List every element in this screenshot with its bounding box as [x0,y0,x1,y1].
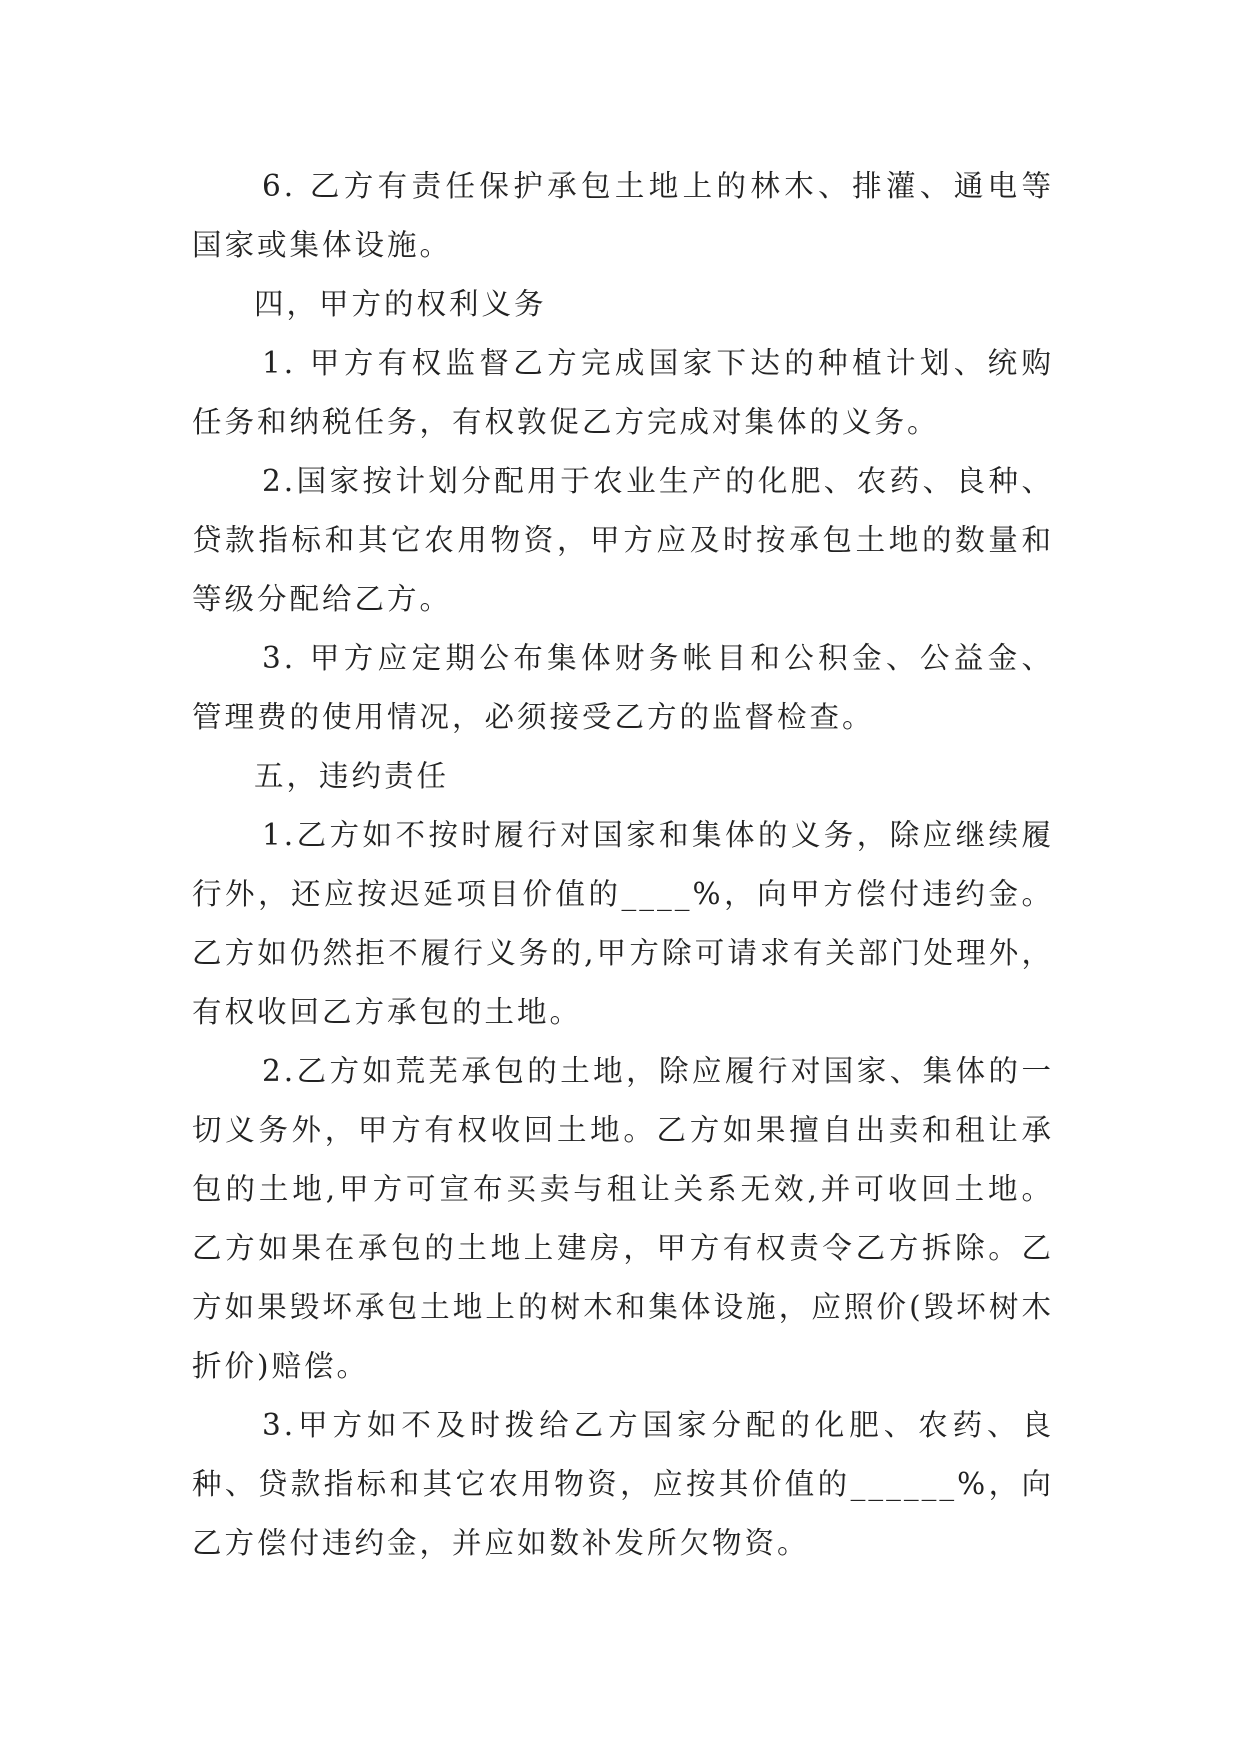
clause-a1-supervision: 1. 甲方有权监督乙方完成国家下达的种植计划、统购任务和纳税任务，有权敦促乙方完成对集体的义务。 [192,346,1054,439]
section-heading-liability: 五，违约责任 [254,759,450,793]
document-page [192,157,1054,1573]
clause-l3-party-a-default: 3.甲方如不及时拨给乙方国家分配的化肥、农药、良种、贷款指标和其它农用物资，应按其价值的______%，向乙方偿付违约金，并应如数补发所欠物资。 [192,1408,1054,1560]
clause-l2-land-misuse: 2.乙方如荒芜承包的土地，除应履行对国家、集体的一切义务外，甲方有权收回土地。乙方如果擅自出卖和租让承包的土地,甲方可宣布买卖与租让关系无效,并可收回土地。乙方如果在承包的土地上建房，甲方有权责令乙方拆除。乙方如果毁坏承包土地上的树木和集体设施，应照价(毁坏树木折价)赔偿。 [192,1054,1054,1383]
clause-6-protect-facilities: 6. 乙方有责任保护承包土地上的林木、排灌、通电等国家或集体设施。 [192,169,1054,262]
clause-a2-allocation: 2.国家按计划分配用于农业生产的化肥、农药、良种、贷款指标和其它农用物资，甲方应及时按承包土地的数量和等级分配给乙方。 [192,464,1054,616]
section-heading-party-a-rights: 四，甲方的权利义务 [254,287,547,321]
clause-l1-party-b-default: 1.乙方如不按时履行对国家和集体的义务，除应继续履行外，还应按迟延项目价值的____%，向甲方偿付违约金。乙方如仍然拒不履行义务的,甲方除可请求有关部门处理外，有权收回乙方承包的土地。 [192,818,1054,1029]
clause-a3-disclosure: 3. 甲方应定期公布集体财务帐目和公积金、公益金、管理费的使用情况，必须接受乙方的监督检查。 [192,641,1054,734]
